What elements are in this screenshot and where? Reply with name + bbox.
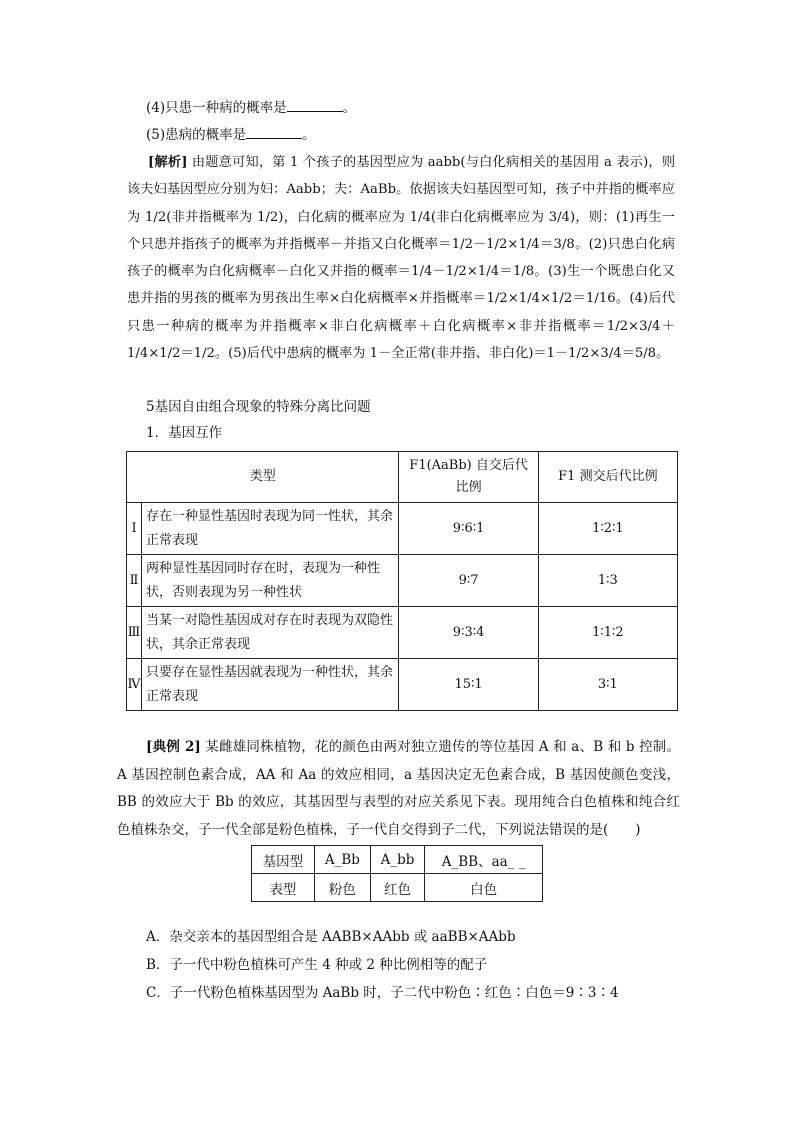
row-number: Ⅳ <box>127 659 142 711</box>
genotype-phenotype-table <box>251 845 543 902</box>
analysis-text: 由题意可知，第 1 个孩子的基因型应为 aabb(与白化病相关的基因用 a 表示)，则该夫妇基因型应分别为妇：Aabb；夫：AaBb。依据该夫妇基因型可知，孩子中并指的概率应为 1/2(非并指概率为 1/2)，白化病的概率应为 1/4(非白化病概率应为 3/4)，则：(1)再生一个只患并指孩子的概率为并指概率－并指又白化概率＝1/2－1/2×1/4＝3/8。(2)只患白化病孩子的概率为白化病概率－白化又并指的概率＝1/4－1/2×1/4＝1/8。(3)生一个既患白化又患并指的男孩的概率为男孩出生率×白化病概率×并指概率＝1/2×1/4×1/2＝1/16。(4)后代只患一种病的概率为并指概率×非白化病概率＋白化病概率×非并指概率＝1/2×3/4＋1/4×1/2＝1/2。(5)后代中患病的概率为 1－全正常(非并指、非白化)＝1－1/2×3/4＝5/8。 <box>127 155 676 362</box>
question-4 <box>146 97 356 118</box>
row-test-ratio: 1∶2∶1 <box>538 503 677 555</box>
row-test-ratio: 1∶3 <box>538 555 677 607</box>
example-paragraph <box>117 734 680 844</box>
table-row <box>127 555 678 607</box>
row-self-ratio: 9∶6∶1 <box>399 503 538 555</box>
option-c: C．子一代粉色植株基因型为 AaBb 时，子二代中粉色∶红色∶白色＝9∶3∶4 <box>146 985 619 1001</box>
punctuation: 。 <box>342 100 357 116</box>
table-row <box>127 607 678 659</box>
table-header-row <box>127 452 678 503</box>
table-row <box>127 659 678 711</box>
option-a: A．杂交亲本的基因型组合是 AABB×AAbb 或 aaBB×AAbb <box>146 929 516 945</box>
row-description: 当某一对隐性基因成对存在时表现为双隐性状，其余正常表现 <box>142 607 399 659</box>
analysis-paragraph <box>127 149 675 367</box>
punctuation: 。 <box>302 127 316 143</box>
table-cell: A_bb <box>370 846 424 874</box>
table-row <box>252 874 543 902</box>
row-number: Ⅱ <box>127 555 142 607</box>
row-test-ratio: 3∶1 <box>538 659 677 711</box>
table-cell: A_Bb <box>314 846 370 874</box>
example-label: [典例 2] <box>146 739 201 755</box>
row-description: 只要存在显性基因就表现为一种性状，其余正常表现 <box>142 659 399 711</box>
question-5-text: (5)患病的概率是 <box>146 127 247 143</box>
header-test-cross: F1 测交后代比例 <box>538 452 677 503</box>
table-cell: 表型 <box>252 874 315 902</box>
table-cell: 粉色 <box>314 874 370 902</box>
table-cell: 基因型 <box>252 846 315 874</box>
row-test-ratio: 1∶1∶2 <box>538 607 677 659</box>
table-cell: 红色 <box>370 874 424 902</box>
table-cell: 白色 <box>425 874 543 902</box>
example-text: 某雌雄同株植物，花的颜色由两对独立遗传的等位基因 A 和 a、B 和 b 控制。A 基因控制色素合成，AA 和 Aa 的效应相同，a 基因决定无色素合成，B 基因使颜色变浅，BB 的效应大于 Bb 的效应，其基因型与表型的对应关系见下表。现用纯合白色植株和纯合红色植株杂交，子一代全部是粉色植株，子一代自交得到子二代，下列说法错误的是( ) <box>117 739 680 838</box>
table-cell: A_BB、aa_ _ <box>425 846 543 874</box>
option-b: B．子一代中粉色植株可产生 4 种或 2 种比例相等的配子 <box>146 957 488 973</box>
table-row <box>127 503 678 555</box>
table-row <box>252 846 543 874</box>
row-description: 两种显性基因同时存在时，表现为一种性状，否则表现为另一种性状 <box>142 555 399 607</box>
section-title: 5基因自由组合现象的特殊分离比问题 <box>146 399 371 415</box>
question-4-text: (4)只患一种病的概率是 <box>146 100 287 116</box>
header-type: 类型 <box>127 452 399 503</box>
row-self-ratio: 9∶3∶4 <box>399 607 538 659</box>
question-5 <box>146 124 316 145</box>
row-self-ratio: 9∶7 <box>399 555 538 607</box>
answer-blank <box>246 124 302 139</box>
gene-interaction-table <box>126 451 678 711</box>
analysis-label: [解析] <box>148 155 188 170</box>
row-number: Ⅰ <box>127 503 142 555</box>
row-self-ratio: 15∶1 <box>399 659 538 711</box>
subsection-title: 1．基因互作 <box>146 425 223 441</box>
row-number: Ⅲ <box>127 607 142 659</box>
header-self-cross: F1(AaBb) 自交后代比例 <box>399 452 538 503</box>
answer-blank <box>287 97 343 112</box>
row-description: 存在一种显性基因时表现为同一性状，其余正常表现 <box>142 503 399 555</box>
